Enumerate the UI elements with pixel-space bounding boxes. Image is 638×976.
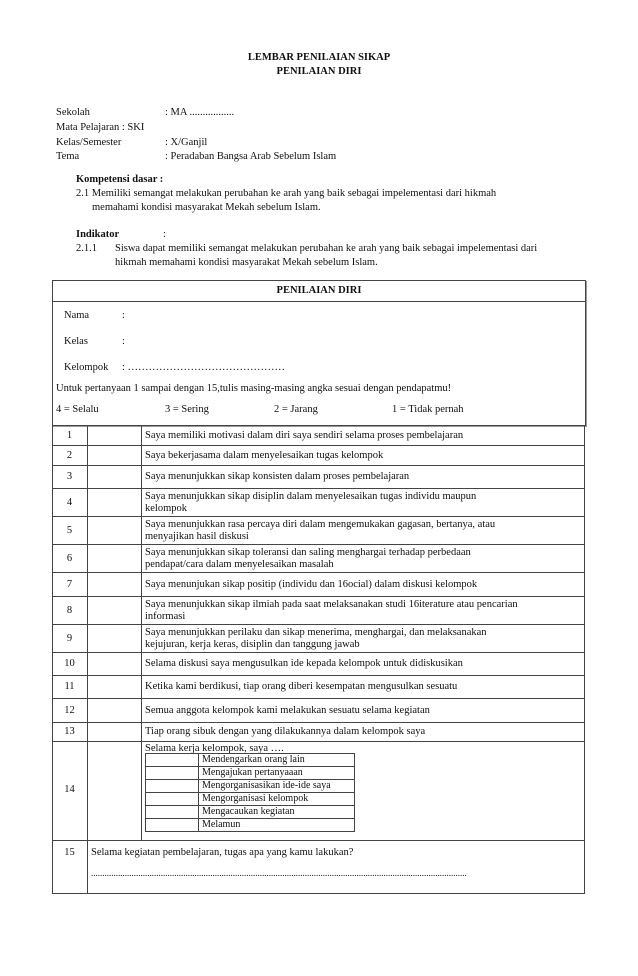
row-divider <box>87 466 88 488</box>
option-label: Mengacaukan kegiatan <box>202 806 295 817</box>
item-number: 8 <box>66 605 73 616</box>
kompetensi-heading: Kompetensi dasar : <box>76 174 164 185</box>
option-label: Melamun <box>202 819 241 830</box>
item-statement: Saya bekerjasama dalam menyelesaikan tugas kelompok <box>145 450 384 461</box>
nama-colon: : <box>122 310 125 321</box>
option-checkbox[interactable] <box>146 780 199 792</box>
row-divider <box>87 517 88 544</box>
item-number: 9 <box>66 633 73 644</box>
item-statement: Selama diskusi saya mengusulkan ide kepada kelompok untuk didiskusikan <box>145 658 463 669</box>
row-divider <box>141 597 142 624</box>
option-label: Mengajukan pertanyaaan <box>202 767 303 778</box>
row-divider <box>141 545 142 572</box>
item-statement: Selama kerja kelompok, saya …. <box>145 743 284 754</box>
table-row <box>52 624 585 653</box>
options-table <box>145 753 355 832</box>
row-divider <box>87 545 88 572</box>
item-number: 6 <box>66 553 73 564</box>
item-statement: Saya menunjukkan sikap ilmiah pada saat melaksanakan studi 16iterature atau pencarian <box>145 599 518 610</box>
scale-4: 4 = Selalu <box>56 404 99 415</box>
row-divider <box>141 723 142 741</box>
table-row <box>52 516 585 545</box>
scale-2: 2 = Jarang <box>274 404 318 415</box>
row-divider <box>141 466 142 488</box>
table-row <box>52 698 585 723</box>
option-label: Mengorganisasi kelompok <box>202 793 309 804</box>
row-divider <box>87 699 88 722</box>
item-statement: Semua anggota kelompok kami melakukan sesuatu selama kegiatan <box>145 705 430 716</box>
row-divider <box>87 597 88 624</box>
item-number: 15 <box>64 847 75 858</box>
option-label: Mengorganisasikan ide-ide saya <box>202 780 331 791</box>
item-number: 10 <box>64 658 75 669</box>
page-title: LEMBAR PENILAIAN SIKAP <box>247 52 391 63</box>
info-label-tema: Tema <box>56 151 80 162</box>
item-statement: Saya menunjukkan sikap toleransi dan saling menghargai terhadap perbedaan <box>145 547 471 558</box>
row-divider <box>141 426 142 445</box>
item-statement: Saya menunjukan sikap positip (individu dan 16ocial) dalam diskusi kelompok <box>145 579 478 590</box>
kompetensi-line1: 2.1 Memiliki semangat melakukan perubahan ke arah yang baik sebagai impelementasi dari hikmah <box>76 188 497 199</box>
table-row <box>52 840 585 894</box>
item-statement: Saya menunjukkan sikap konsisten dalam proses pembelajaran <box>145 471 410 482</box>
option-row <box>146 767 354 780</box>
row-divider <box>87 723 88 741</box>
option-checkbox[interactable] <box>146 806 199 818</box>
scale-3: 3 = Sering <box>165 404 209 415</box>
table-row <box>52 445 585 466</box>
kelompok-field[interactable]: : ……………………………………… <box>122 362 286 373</box>
item-statement-cont: menyajikan hasil diskusi <box>145 531 249 542</box>
kelompok-label: Kelompok <box>64 362 109 373</box>
scale-1: 1 = Tidak pernah <box>392 404 464 415</box>
row-divider <box>87 573 88 596</box>
indikator-colon: : <box>163 229 166 240</box>
item-number: 5 <box>66 525 73 536</box>
item-number: 12 <box>64 705 75 716</box>
item-statement: Saya memiliki motivasi dalam diri saya sendiri selama proses pembelajaran <box>145 430 464 441</box>
item-number: 3 <box>66 471 73 482</box>
item-statement-cont: kelompok <box>145 503 187 514</box>
table-row <box>52 572 585 597</box>
info-value-kelas: : X/Ganjil <box>165 137 208 148</box>
info-label-kelas: Kelas/Semester <box>56 137 122 148</box>
option-checkbox[interactable] <box>146 819 199 831</box>
row-divider <box>87 446 88 465</box>
penilaian-diri-heading: PENILAIAN DIRI <box>53 281 585 302</box>
option-row <box>146 754 354 767</box>
row-divider <box>141 742 142 840</box>
row-divider <box>87 426 88 445</box>
row-divider <box>141 446 142 465</box>
kelas-colon: : <box>122 336 125 347</box>
item-number: 14 <box>64 784 75 795</box>
info-value-sekolah: : MA ................. <box>165 107 235 118</box>
item-number: 4 <box>66 497 73 508</box>
indikator-line2: hikmah memahami kondisi masyarakat Mekah sebelum Islam. <box>115 257 378 268</box>
item-statement-cont: kejujuran, kerja keras, disiplin dan tanggung jawab <box>145 639 360 650</box>
item-statement: Ketika kami berdikusi, tiap orang diberi kesempatan mengusulkan sesuatu <box>145 681 458 692</box>
table-row <box>52 544 585 573</box>
row-divider <box>141 699 142 722</box>
nama-label: Nama <box>64 310 90 321</box>
item-statement: Saya menunjukkan perilaku dan sikap menerima, menghargai, dan melaksanakan <box>145 627 487 638</box>
answer-field[interactable]: ....................................................................................................................................................................... <box>91 868 467 878</box>
indikator-number: 2.1.1 <box>76 243 97 254</box>
row-divider <box>141 489 142 516</box>
row-divider <box>141 625 142 652</box>
indikator-line1: Siswa dapat memiliki semangat melakukan perubahan ke arah yang baik sebagai impelementasi dari <box>115 243 538 254</box>
item-statement: Saya menunjukkan sikap disiplin dalam menyelesaikan tugas individu maupun <box>145 491 477 502</box>
item-statement: Tiap orang sibuk dengan yang dilakukannya dalam kelompok saya <box>145 726 426 737</box>
info-label-sekolah: Sekolah <box>56 107 90 118</box>
kompetensi-line2: memahami kondisi masyarakat Mekah sebelum Islam. <box>92 202 321 213</box>
option-row <box>146 806 354 819</box>
item-number: 7 <box>66 579 73 590</box>
table-row <box>52 465 585 489</box>
row-divider <box>141 517 142 544</box>
row-divider <box>87 653 88 675</box>
table-row <box>52 488 585 517</box>
table-row <box>52 675 585 699</box>
info-value-tema: : Peradaban Bangsa Arab Sebelum Islam <box>165 151 337 162</box>
row-divider <box>141 573 142 596</box>
item-number: 2 <box>66 450 73 461</box>
option-checkbox[interactable] <box>146 767 199 779</box>
option-row <box>146 780 354 793</box>
item-number: 1 <box>66 430 73 441</box>
kelas-label: Kelas <box>64 336 88 347</box>
row-divider <box>87 841 88 893</box>
row-divider <box>87 625 88 652</box>
row-divider <box>87 676 88 698</box>
option-row <box>146 819 354 831</box>
item-number: 13 <box>64 726 75 737</box>
item-number: 11 <box>64 681 75 692</box>
row-divider <box>141 676 142 698</box>
table-row <box>52 652 585 676</box>
table-row <box>52 596 585 625</box>
item-statement-cont: pendapat/cara dalam menyelesaikan masalah <box>145 559 334 570</box>
row-divider <box>87 489 88 516</box>
page-subtitle: PENILAIAN DIRI <box>276 66 362 77</box>
option-label: Mendengarkan orang lain <box>202 754 305 765</box>
instruction-text: Untuk pertanyaan 1 sampai dengan 15,tulis masing-masing angka sesuai dengan pendapatmu! <box>56 383 452 394</box>
info-label-mapel: Mata Pelajaran : SKI <box>56 122 145 133</box>
item-statement: Selama kegiatan pembelajaran, tugas apa yang kamu lakukan? <box>91 847 354 858</box>
item-statement: Saya menunjukkan rasa percaya diri dalam mengemukakan gagasan, bertanya, atau <box>145 519 496 530</box>
table-row <box>52 722 585 742</box>
penilaian-diri-frame <box>52 280 586 426</box>
row-divider <box>141 653 142 675</box>
item-statement-cont: informasi <box>145 611 186 622</box>
table-row <box>52 425 585 446</box>
indikator-heading: Indikator <box>76 229 120 240</box>
option-checkbox[interactable] <box>146 793 199 805</box>
row-divider <box>87 742 88 840</box>
option-checkbox[interactable] <box>146 754 199 766</box>
option-row <box>146 793 354 806</box>
